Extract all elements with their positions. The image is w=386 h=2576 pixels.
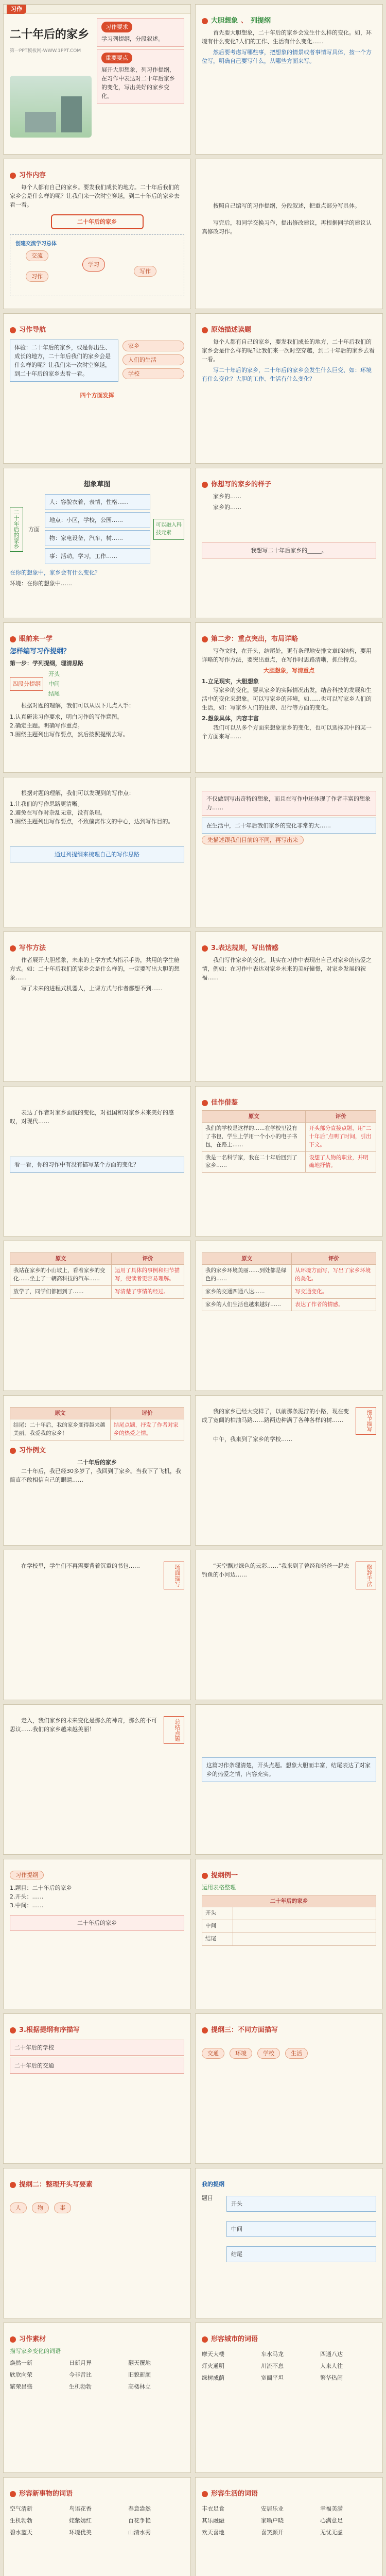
bullet-icon: [10, 945, 16, 952]
word: 今非昔比: [69, 2371, 92, 2379]
chip: 先描述跟我们目前的不同，再写出来: [202, 836, 304, 844]
bullet-icon: [202, 18, 208, 24]
item: 中间: [48, 681, 60, 688]
word: 车水马龙: [261, 2351, 284, 2358]
table-title: 二十年后的家乡: [202, 1895, 376, 1907]
slide-13: [3, 931, 191, 1082]
box: 不仅做到写出奇特的想象，而且在写作中还体现了作者丰富的想象力……: [202, 791, 376, 816]
paragraph: 首先要大胆想象，二十年后的家乡会发生什么样的变化。如，环境有什么变化?人们的工作、生活有什么变化……: [202, 29, 372, 45]
cell: 运用了具体的事例和细节描写，使读者更容易理解。: [112, 1265, 184, 1286]
list-item: 2.避免在写作时杂乱无章，没有条理。: [10, 809, 106, 817]
slide-10: [195, 622, 383, 773]
side-note: 修辞手法: [356, 1562, 376, 1589]
cell: 我站在家乡的小山坡上，看着家乡的变化……坐上了一辆高科技的汽车……: [10, 1265, 112, 1286]
focus-label: 重要要点: [101, 53, 132, 63]
slide-33: [3, 2477, 191, 2576]
item: 结尾: [48, 690, 60, 698]
word: 高楼林立: [128, 2383, 151, 2391]
essay-title: 二十年后的家乡: [77, 1459, 117, 1466]
box: 看一看，你的习作中有没有描写某个方面的变化？: [10, 1157, 184, 1173]
outline-item: 中间: [226, 2221, 376, 2237]
sketch-title: 想象草图: [83, 481, 111, 488]
bullet-icon: [10, 636, 16, 642]
word: 家喻户晓: [261, 2517, 284, 2524]
summary-box: 这篇习作条理清楚，开头点题。想象大胆而丰富，结尾表达了对家乡的热爱之情，内容充实。: [202, 1757, 376, 1782]
section-title: 大胆想象: [211, 17, 238, 25]
slide-25: [3, 1859, 191, 2009]
row-label: 开头: [202, 1907, 233, 1920]
col-header: 原文: [202, 1253, 292, 1265]
sketch-row: 物：家电设备，汽车，树……: [45, 530, 150, 546]
paragraph: 走入，我们家乡的未来变化是那么的神奇，那么的不可思议……我们的家乡越来越美丽！: [10, 1717, 157, 1733]
center-label: 四段分提纲: [10, 677, 43, 691]
section-title: 提纲三：不同方面描写: [211, 2026, 278, 2034]
lesson-title: 二十年后的家乡: [10, 28, 90, 41]
section-title-2: 列提纲: [251, 17, 271, 25]
node: 生活: [285, 2048, 308, 2059]
node: 环境: [230, 2048, 252, 2059]
slide-19: [3, 1395, 191, 1546]
section-title: 形容新事物的词语: [19, 2490, 73, 2498]
word: 山清水秀: [128, 2529, 151, 2536]
paragraph: 写家乡的变化，要从家乡的实际情况出发，结合科技的发展和生活中的变化来想象。可以写家乡的环境，如……也可以写家乡人们的生活，如：写家乡人们的住房、出行等方面的变化。: [202, 687, 372, 711]
paragraph: 在学校里，学生们不再需要背着沉重的书包……: [21, 1563, 140, 1569]
bullet-icon: [10, 2182, 16, 2188]
slide-header: [4, 5, 190, 14]
point: 1.立足现实，大胆想象: [202, 678, 259, 685]
bullet-icon: [10, 173, 16, 179]
goals-label: 习作要求: [101, 22, 132, 32]
slide-4: [195, 159, 383, 309]
cell: 家乡的交通四通八达……: [202, 1285, 292, 1298]
paragraph: 然后要考虑写哪些事，把想象的情景或者事情写具体，按一个方位写，明确自己要写什么，从哪些方面来写。: [202, 49, 372, 65]
review-table: [10, 1252, 184, 1299]
paragraph: 中午，我来到了家乡的学校……: [213, 1436, 292, 1443]
slide-23: [3, 1704, 191, 1855]
line: 家乡的……: [213, 493, 241, 500]
sketch-center: 方面: [28, 526, 40, 533]
section-title: 习作导航: [19, 326, 46, 334]
slide-20: [195, 1395, 383, 1546]
slide-14: [195, 931, 383, 1082]
info-box: 体验：二十年后的家乡，或是你出生、成长的地方，二十年后我们的家乡会是什么样的呢？让我们来一次时空穿越，到二十年后的家乡去看一看。: [10, 340, 118, 382]
sketch-bottom: 环境：在你的想象中……: [10, 580, 72, 587]
paragraph: 我们可以从多个方面来想象家乡的变化，也可以选择其中的某一个方面来写……: [202, 724, 372, 740]
goals-text: 学习列提纲，分段叙述。: [101, 36, 164, 43]
word: 繁华热闹: [320, 2375, 343, 2382]
node: 交通: [202, 2048, 224, 2059]
word: 四通八达: [320, 2351, 343, 2358]
bullet-icon: [10, 1448, 16, 1454]
word: 欣欣向荣: [10, 2371, 32, 2379]
mindmap-node: 交流: [26, 250, 48, 261]
slide-7: [3, 468, 191, 618]
outline-item: 结尾: [226, 2246, 376, 2262]
paragraph: 写作文时，在开头，结尾处，更有条理地安排文章的结构，要用详略的写作方法，要突出重点，在写作时思路清晰，抓住特点。: [202, 648, 372, 664]
bullet-icon: [202, 482, 208, 488]
cell: 放学了，同学们都回到了……: [10, 1285, 112, 1298]
cell: 结尾：二十年后，我的家乡变得越来越美丽，我爱我的家乡！: [10, 1419, 111, 1440]
section-title: 提纲例一: [211, 1872, 238, 1879]
col-header: 原文: [10, 1408, 111, 1419]
slide-8: [195, 468, 383, 618]
chip-box: 二十年后的交通: [10, 2058, 184, 2074]
section-title: 形容城市的词语: [211, 2335, 258, 2343]
slide-24: [195, 1704, 383, 1855]
sketch-row: 事：活动，学习，工作……: [45, 548, 150, 564]
word: 碧水蓝天: [10, 2529, 32, 2536]
col-header: 评价: [112, 1253, 184, 1265]
slide-18: [195, 1241, 383, 1391]
outline-row: 3.中间：……: [10, 1902, 44, 1909]
word: 安居乐业: [261, 2505, 284, 2513]
col-header: 评价: [292, 1253, 376, 1265]
paragraph: 根据对题的理解，我们可以发现到的写作点：: [21, 790, 134, 796]
note: 根据对题的理解，我们可以从以下几点入手：: [21, 702, 134, 709]
box: 在生活中，二十年后我们家乡的变化非常的大……: [202, 818, 376, 834]
review-table: [202, 1110, 376, 1173]
word: 幸福美满: [320, 2505, 343, 2513]
subhead: 大胆想象，写清重点: [264, 667, 314, 674]
word: 环境优美: [69, 2529, 92, 2536]
mindmap-center: 学习: [82, 258, 105, 272]
word: 心满意足: [320, 2517, 343, 2524]
slide-1: [3, 4, 191, 155]
word: 人来人往: [320, 2363, 343, 2370]
bullet-icon: [202, 327, 208, 333]
topic-chip: 学校: [122, 368, 184, 379]
word: 旧貌新颜: [128, 2371, 151, 2379]
col-header: 原文: [202, 1111, 306, 1123]
row-label: 中间: [202, 1920, 233, 1933]
row-label: 结尾: [202, 1933, 233, 1945]
mindmap-title: 创建交流学习总体: [15, 241, 57, 247]
section-title: 形容生活的词语: [211, 2490, 258, 2498]
paragraph: 写了未来的进程式机器人，上课方式与作者都想不到……: [21, 985, 163, 992]
item: 开头: [48, 671, 60, 678]
cell: 我们的学校是这样的……在学校里没有了书包，学生上学用一个小小的电子书包，在路上……: [202, 1123, 306, 1151]
topic-chip: 家乡: [122, 341, 184, 351]
word: 其乐融融: [202, 2517, 224, 2524]
section-title: 写作方法: [19, 944, 46, 952]
section-title: 习作例文: [19, 1446, 46, 1454]
prompt-box: 我想写二十年后家乡的_____。: [202, 543, 376, 558]
word: 摩天大楼: [202, 2351, 224, 2358]
paragraph: 写二十年后的家乡，二十年后的家乡会发生什么巨变、如：环境有什么变化？大胆的工作、生活有什么变化？: [202, 367, 372, 383]
outline-item: 开头: [226, 2196, 376, 2212]
bullet-icon: [202, 945, 208, 952]
cell: 设想了人物的职业，并明确地抒情。: [306, 1151, 376, 1173]
slide-31: [3, 2323, 191, 2473]
sketch-right: 可以融入科技元素: [153, 519, 184, 540]
cell: 写交通变化。: [292, 1285, 376, 1298]
side-note: 总结点题: [164, 1716, 184, 1744]
step: 第一步：学列提纲，理清思路: [10, 660, 83, 667]
outline-table: [202, 1895, 376, 1946]
mindmap-node: 写作: [134, 266, 156, 277]
word: 生机勃勃: [10, 2517, 32, 2524]
paragraph: 每个人都有自己的家乡，要发我们成长的地方，二十年后我们的家乡会是什么样的呢?让我们来一次时空穿越，到二十年后的家乡去看一看。: [202, 338, 375, 363]
word: 空气清新: [10, 2505, 32, 2513]
list-item: 3.围绕主题列出写作要点，不致偏离作文的中心，达到写作目的。: [10, 818, 174, 825]
list-item: 3.围绕主题列出写作要点，然后按照提纲去写。: [10, 731, 129, 738]
site-text: 第一PPT模板网-WWW.1PPT.COM: [10, 48, 81, 54]
bullet-icon: [202, 1100, 208, 1106]
bullet-icon: [10, 327, 16, 333]
word: 日新月异: [69, 2360, 92, 2367]
word: 姹紫嫣红: [69, 2517, 92, 2524]
word: 繁荣昌盛: [10, 2383, 32, 2391]
paragraph: 写完后，和同学交换习作，提出修改建议，再根据同学的建议认真修改习作。: [202, 219, 372, 235]
paragraph: 每个人都有自己的家乡。要发我们成长的地方。二十年后我们的家乡会是什么样的呢？让我们来一次时空穿越，到二十年后的家乡去看一看。: [10, 184, 180, 209]
line: 家乡的……: [213, 504, 241, 511]
sub: 运用表格整理: [202, 1884, 236, 1891]
outline-title: 我的提纲: [202, 2181, 224, 2188]
word: 生机勃勃: [69, 2383, 92, 2391]
review-table: [10, 1407, 184, 1440]
bullet-icon: [10, 2336, 16, 2343]
word: 欢天喜地: [202, 2529, 224, 2536]
cell: 开头部分直接点题，用“二十年后”点明了时间，引出下文。: [306, 1123, 376, 1151]
word: 丰衣足食: [202, 2505, 224, 2513]
slide-title: 怎样编写习作提纲？: [10, 648, 71, 656]
slide-32: [195, 2323, 383, 2473]
section-title: 眼前来一学: [19, 635, 53, 643]
word: 喜笑颜开: [261, 2529, 284, 2536]
label: 四个方面发挥: [80, 392, 114, 399]
bullet-icon: [10, 2491, 16, 2497]
list-item: 1.让我们的写作思路更清晰。: [10, 801, 83, 808]
slide-21: [3, 1550, 191, 1700]
outline-row: 2.开头：……: [10, 1893, 44, 1901]
mindmap-node: 习作: [26, 271, 48, 282]
paragraph: “天空飘过绿色的云彩……”我来到了曾经和爸爸一起去钓鱼的小河边……: [202, 1563, 349, 1579]
bullet-icon: [202, 2027, 208, 2033]
slide-27: [3, 2013, 191, 2164]
slide-12: [195, 777, 383, 927]
paragraph: 我们写作家乡的变化，其实在习作中表现出自己对家乡的热爱之情，例如：在习作中表达对家乡未来的美好憧憬，对家乡发展的祝福……: [202, 957, 372, 981]
slide-11: [3, 777, 191, 927]
point: 2.想象具体，内容丰富: [202, 715, 259, 722]
sketch-extra: 在你的想象中，家乡会有什么变化？: [10, 569, 100, 577]
section-title: 原始描述读题: [211, 326, 252, 334]
cell: 写清楚了事情的经过。: [112, 1285, 184, 1298]
side-note: 场面描写: [164, 1562, 184, 1589]
list-item: 1.认真研读习作要求，明白习作的写作意图。: [10, 713, 123, 720]
bullet-icon: [202, 1873, 208, 1879]
word: 宽阔平坦: [261, 2375, 284, 2382]
paragraph: 表达了作者对家乡面貌的变化，对祖国和对家乡未来美好的感叹，对现代……: [10, 1109, 174, 1125]
paragraph: 按照自己编写的习作提纲，分段叙述，把重点部分写具体。: [213, 202, 360, 209]
word: 川流不息: [261, 2363, 284, 2370]
focus-text: 展开大胆想象，列习作提纲，在习作中表达对二十年后家乡的变化，写出美好的家乡变化。: [101, 66, 175, 100]
sketch-row: 地点：小区，学校，公园……: [45, 512, 150, 528]
section-title: 你想写的家乡的样子: [211, 481, 272, 488]
section-title: 习作内容: [19, 172, 46, 179]
paragraph: 二十年后，我已经30多岁了，我回到了家乡。当我下了飞机，我简直不敢相信自己的眼睛……: [10, 1467, 181, 1483]
slide-16: [195, 1086, 383, 1236]
illustration-landscape: [10, 76, 92, 138]
slide-26: [195, 1859, 383, 2009]
col-header: 评价: [110, 1408, 184, 1419]
section-title: 提纲二：整理开头写要素: [19, 2181, 93, 2189]
col-header: 评价: [306, 1111, 376, 1123]
mindmap: [10, 234, 184, 296]
bullet-icon: [202, 2491, 208, 2497]
slide-15: [3, 1086, 191, 1236]
cell: 我的家乡环境美丽……到处都是绿色的……: [202, 1265, 292, 1286]
section-title: 第二步：重点突出，布局详略: [211, 635, 299, 643]
slide-6: [195, 313, 383, 464]
word: 焕然一新: [10, 2360, 32, 2367]
bullet-icon: [10, 2027, 16, 2033]
review-table: [202, 1252, 376, 1311]
word: 灯火通明: [202, 2363, 224, 2370]
header-tag: 习作: [7, 5, 26, 14]
sub: 描写家乡变化的词语: [10, 2348, 61, 2355]
section-title: 3.表达规则，写出情感: [211, 944, 278, 952]
word: 春意盎然: [128, 2505, 151, 2513]
word: 鸟语花香: [69, 2505, 92, 2513]
slide-30: [195, 2168, 383, 2318]
stamp: 二十年后的家乡: [51, 214, 144, 229]
section-title: 习作素材: [19, 2335, 46, 2343]
word: 翻天覆地: [128, 2360, 151, 2367]
cell: 结尾点题，抒发了作者对家乡的热爱之情。: [110, 1419, 184, 1440]
slide-22: [195, 1550, 383, 1700]
node: 学校: [257, 2048, 280, 2059]
bullet-icon: [202, 636, 208, 642]
section-title: 佳作借鉴: [211, 1099, 238, 1107]
paragraph: 我的家乡已经大变样了，以前那条泥泞的小路，现在变成了宽阔的柏油马路……路两边种满了各种各样的树……: [202, 1408, 349, 1424]
word: 百花争艳: [128, 2517, 151, 2524]
list-item: 2.确定主题。明确写作重点。: [10, 722, 83, 729]
chip-box: 二十年后的学校: [10, 2040, 184, 2056]
cell: 表达了作者的情感。: [292, 1298, 376, 1311]
cell: 从环境方面写，写出了家乡环境的美化。: [292, 1265, 376, 1286]
word: 绿树成荫: [202, 2375, 224, 2382]
outline-row: 1.题目：二十年后的家乡: [10, 1885, 72, 1892]
slide-grid: [3, 4, 383, 2576]
sketch-left: 二十年后的家乡: [10, 507, 23, 552]
slide-9: [3, 622, 191, 773]
slide-17: [3, 1241, 191, 1391]
outline-chip: 二十年后的家乡: [10, 1915, 184, 1931]
col-header: 原文: [10, 1253, 112, 1265]
sketch-row: 人：容貌衣着，表情，性格……: [45, 494, 150, 510]
slide-29: [3, 2168, 191, 2318]
slide-34: [195, 2477, 383, 2576]
slide-2: 大胆想象 、 列提纲 首先要大胆想象，二十年后的家乡会发生什么样的变化。如，环境有什么变化?人们的工作、生活有什么变化…… 然后要考虑写哪些事，把想象的情景或者事情写具体，按一个方位写，明确自己要写什么，从哪些方面来写。: [195, 4, 383, 155]
slide-28: [195, 2013, 383, 2164]
node: 人: [10, 2202, 27, 2213]
paragraph: 作者展开大胆想象，未来的上学方式为指示手势，共用的学生舱方式。如：二十年后我们的家乡会是什么样的，一定要写出大胆的想象……: [10, 957, 180, 981]
tag: 习作提纲: [10, 1871, 44, 1879]
node: 物: [32, 2202, 49, 2213]
node: 事: [54, 2202, 71, 2213]
label: 题目: [202, 2195, 213, 2202]
side-note: 细节描写: [356, 1407, 376, 1435]
cell: 家乡的人们生活也越来越好……: [202, 1298, 292, 1311]
word: 无忧无虑: [320, 2529, 343, 2536]
slide-3: [3, 159, 191, 309]
section-title: 3.根据提纲有序描写: [19, 2026, 80, 2034]
slide-5: [3, 313, 191, 464]
summary-box: 通过列提纲来梳理自己的写作思路: [10, 846, 184, 862]
bullet-icon: [202, 2336, 208, 2343]
topic-chip: 人们的生活: [122, 354, 184, 365]
cell: 我是一名科学家，我在二十年后回到了家乡……: [202, 1151, 306, 1173]
